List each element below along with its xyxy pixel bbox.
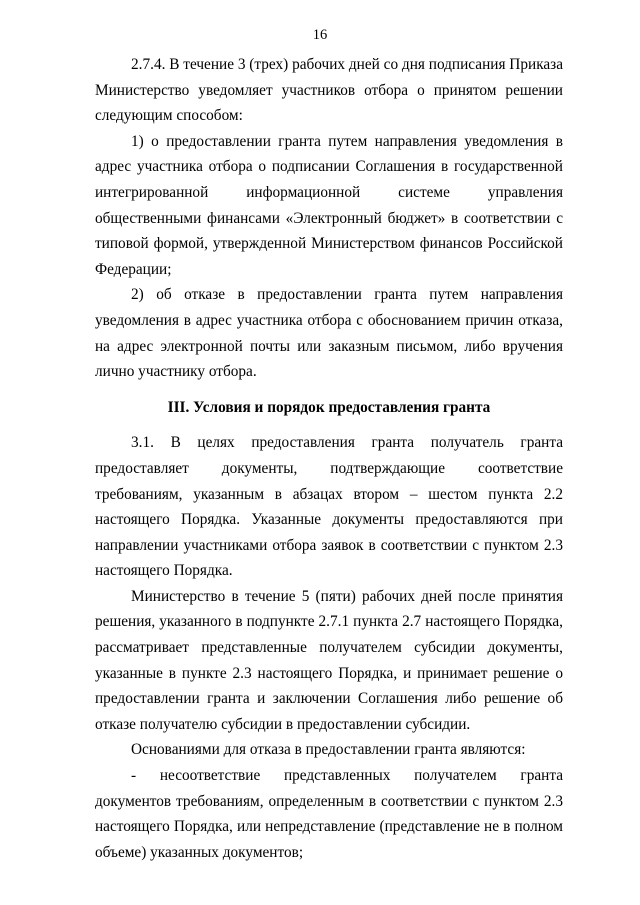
- paragraph-ministry-review: Министерство в течение 5 (пяти) рабочих дней после принятия решения, указанного в подпункте 2.7.1 пункта 2.7 настоящего Порядка, рассматривает представленные получателем субсидии документы, указанные в пункте 2.3 настоящего Порядка, и принимает решение о предоставлении гранта и заключении Соглашения либо решение об отказе получателю субсидии в предоставлении субсидии.: [95, 587, 563, 733]
- paragraph-refusal-item-1: - несоответствие представленных получателем гранта документов требованиям, определенным в соответствии с пунктом 2.3 настоящего Порядка, или непредставление (представление не в полном объеме) указанных документов;: [95, 767, 563, 861]
- paragraph-item-1: 1) о предоставлении гранта путем направления уведомления в адрес участника отбора о подписании Соглашения в государственной интегрированной информационной системе управления общественными финансами «Электронный бюджет» в соответствии с типовой формой, утвержденной Министерством финансов Российской Федерации;: [95, 132, 563, 278]
- paragraph-3-1: 3.1. В целях предоставления гранта получатель гранта предоставляет документы, подтверждающие соответствие требованиям, указанным в абзацах втором – шестом пункта 2.2 настоящего Порядка. Указанные документы предоставляются при направлении участниками отбора заявок в соответствии с пунктом 2.3 настоящего Порядка.: [95, 434, 563, 580]
- page-number: 16: [312, 27, 328, 43]
- paragraph-refusal-grounds: Основаниями для отказа в предоставлении гранта являются:: [131, 741, 526, 759]
- document-body: [95, 52, 563, 865]
- paragraph-item-2: 2) об отказе в предоставлении гранта путем направления уведомления в адрес участника отбора с обоснованием причин отказа, на адрес электронной почты или заказным письмом, либо вручения лично участнику отбора.: [95, 286, 563, 381]
- paragraph-2-7-4: 2.7.4. В течение 3 (трех) рабочих дней со дня подписания Приказа Министерство уведомляет участников отбора о принятом решении следующим способом:: [95, 56, 564, 125]
- section-heading: III. Условия и порядок предоставления гранта: [167, 398, 491, 416]
